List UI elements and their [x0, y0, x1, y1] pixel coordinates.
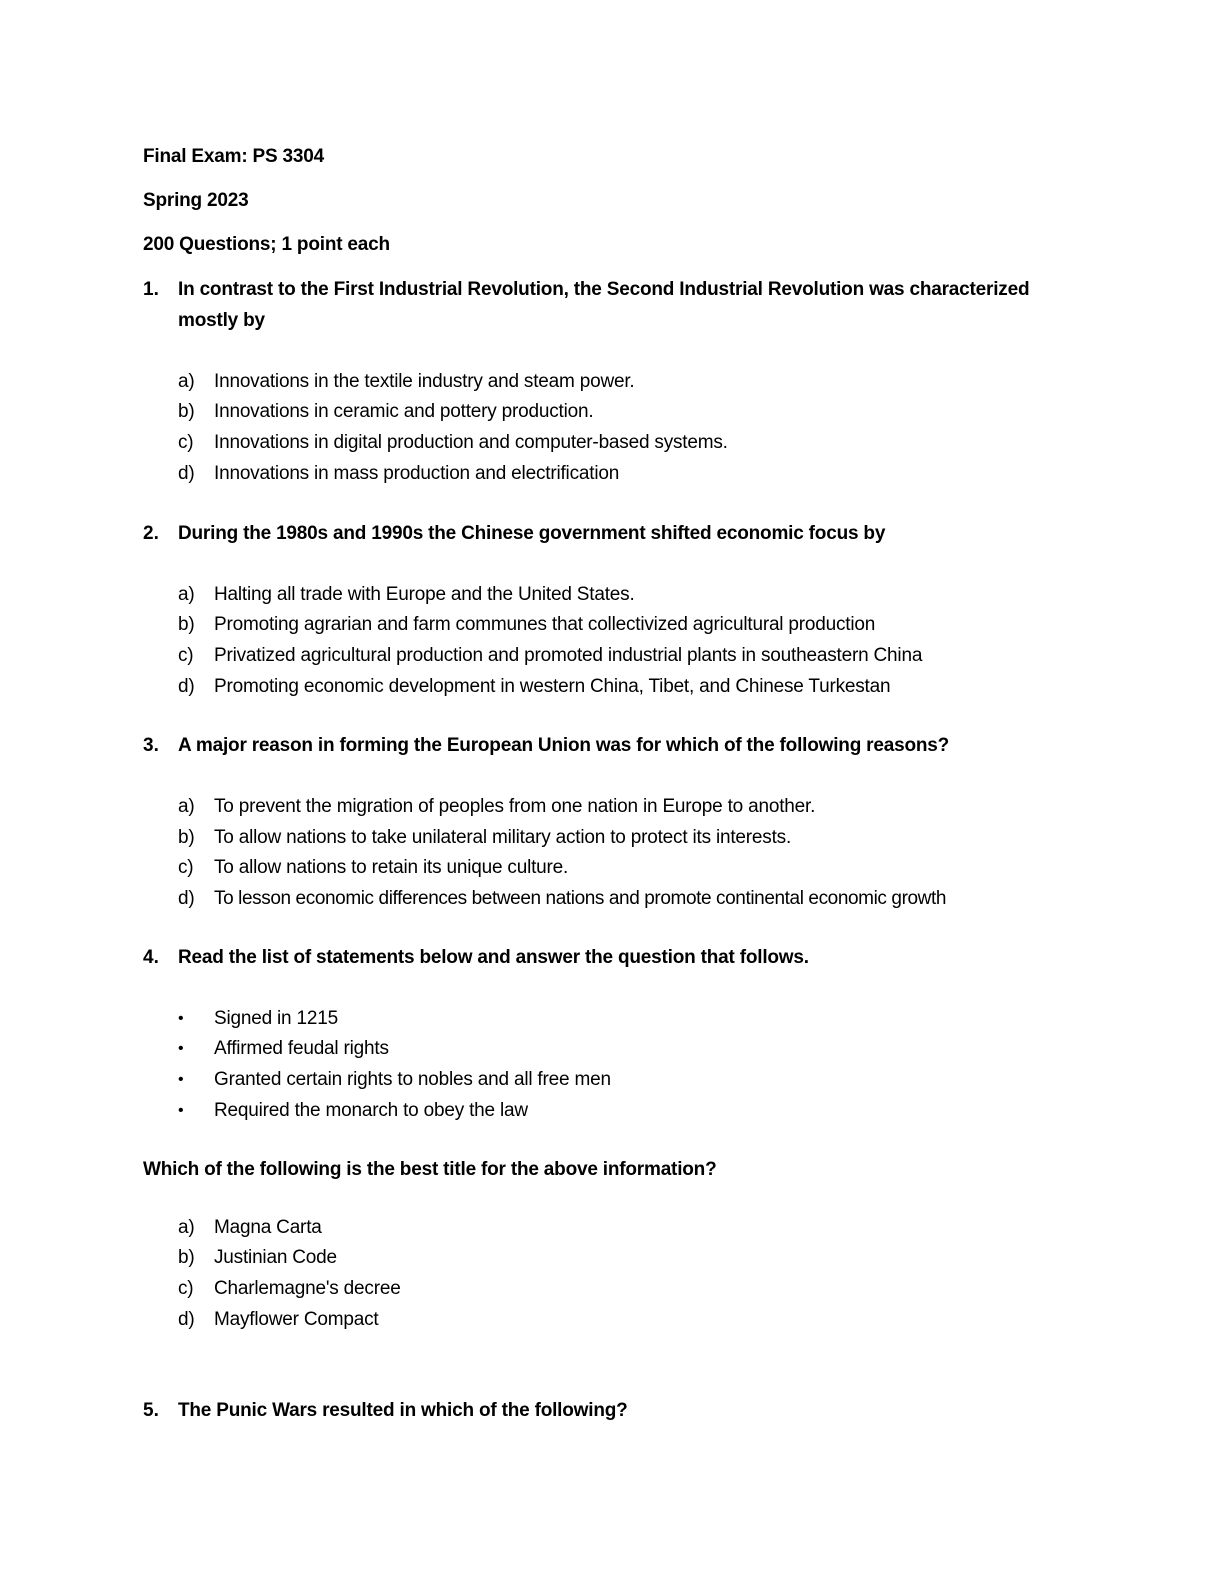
bullet-text: Required the monarch to obey the law [214, 1100, 528, 1121]
question-number: 2. [143, 523, 159, 544]
exam-term: Spring 2023 [143, 190, 249, 211]
question-text: Read the list of statements below and answer the question that follows. [178, 947, 809, 968]
bullet-text: Affirmed feudal rights [214, 1038, 389, 1059]
option-text: Charlemagne's decree [214, 1278, 401, 1299]
option-text: Privatized agricultural production and promoted industrial plants in southeastern China [214, 645, 923, 666]
question-text: A major reason in forming the European Union was for which of the following reasons? [178, 735, 950, 756]
option-text: To allow nations to take unilateral military action to protect its interests. [214, 827, 792, 848]
option-letter: a) [178, 584, 195, 605]
question-text: The Punic Wars resulted in which of the following? [178, 1400, 628, 1421]
option-letter: c) [178, 645, 194, 666]
option-text: Innovations in mass production and electrification [214, 463, 620, 484]
option-text: Innovations in the textile industry and steam power. [214, 371, 635, 392]
option-text: Promoting economic development in western China, Tibet, and Chinese Turkestan [214, 676, 891, 697]
bullet-icon: • [178, 1071, 184, 1088]
option-text: To allow nations to retain its unique culture. [214, 857, 569, 878]
bullet-icon: • [178, 1010, 184, 1027]
question-number: 3. [143, 735, 159, 756]
exam-instructions: 200 Questions; 1 point each [143, 234, 390, 255]
option-letter: d) [178, 1309, 195, 1330]
option-text: Innovations in ceramic and pottery production. [214, 401, 594, 422]
option-letter: b) [178, 614, 195, 635]
option-letter: a) [178, 1217, 195, 1238]
question-number: 5. [143, 1400, 159, 1421]
bullet-icon: • [178, 1040, 184, 1057]
option-letter: b) [178, 827, 195, 848]
option-text: Mayflower Compact [214, 1309, 379, 1330]
option-letter: a) [178, 371, 195, 392]
question-text-continued: mostly by [178, 310, 265, 331]
option-letter: d) [178, 676, 195, 697]
question-text: During the 1980s and 1990s the Chinese government shifted economic focus by [178, 523, 886, 544]
option-text: Innovations in digital production and computer-based systems. [214, 432, 728, 453]
option-letter: b) [178, 401, 195, 422]
option-letter: b) [178, 1247, 195, 1268]
bullet-icon: • [178, 1102, 184, 1119]
option-letter: d) [178, 888, 195, 909]
bullet-text: Signed in 1215 [214, 1008, 338, 1029]
option-letter: c) [178, 432, 194, 453]
bullet-text: Granted certain rights to nobles and all free men [214, 1069, 611, 1090]
question-number: 1. [143, 279, 159, 300]
option-text: Justinian Code [214, 1247, 337, 1268]
option-text: Magna Carta [214, 1217, 322, 1238]
question-text: In contrast to the First Industrial Revolution, the Second Industrial Revolution was characterized [178, 279, 1030, 300]
option-text: To lesson economic differences between nations and promote continental economic growth [214, 888, 947, 909]
question-follow-up: Which of the following is the best title for the above information? [143, 1159, 717, 1180]
option-letter: a) [178, 796, 195, 817]
option-text: Halting all trade with Europe and the United States. [214, 584, 635, 605]
option-text: Promoting agrarian and farm communes that collectivized agricultural production [214, 614, 876, 635]
option-text: To prevent the migration of peoples from one nation in Europe to another. [214, 796, 816, 817]
question-number: 4. [143, 947, 159, 968]
option-letter: d) [178, 463, 195, 484]
option-letter: c) [178, 857, 194, 878]
exam-title: Final Exam: PS 3304 [143, 146, 325, 167]
option-letter: c) [178, 1278, 194, 1299]
